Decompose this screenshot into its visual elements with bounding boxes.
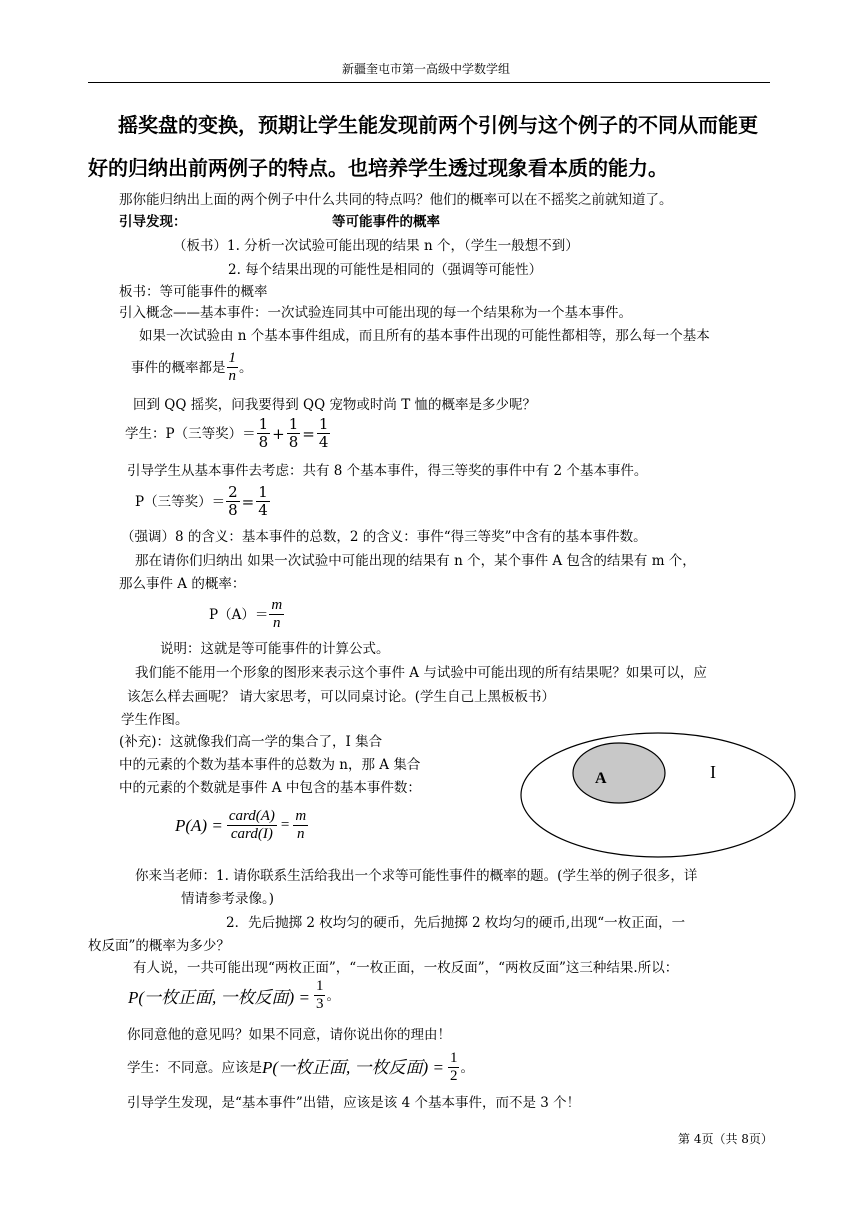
fraction-denominator: 2 — [449, 1068, 458, 1084]
fraction-numerator: 2 — [228, 483, 238, 501]
p-right-end: 。 — [460, 1059, 474, 1076]
figure-question-1: 我们能不能用一个形象的图形来表示这个事件 A 与试验中可能出现的所有结果呢？如果可以，应 — [135, 665, 707, 681]
students-draw: 学生作图。 — [121, 712, 189, 728]
fraction-denominator: 8 — [288, 433, 299, 451]
fraction-1-8-a — [257, 416, 271, 451]
intro-line-1: 摇奖盘的变换，预期让学生能发现前两个引例与这个例子的不同从而能更 — [118, 113, 758, 137]
equals-sign: = — [280, 817, 290, 833]
fraction-denominator: 4 — [258, 501, 268, 519]
guide-label: 引导发现： — [119, 214, 187, 230]
final-guidance: 引导学生发现，是“基本事件”出错，应该是该 4 个基本事件，而不是 3 个！ — [127, 1095, 581, 1111]
plus-sign: + — [272, 424, 285, 443]
card-formula-lhs: P(A) = — [175, 815, 223, 835]
venn-diagram — [518, 730, 798, 860]
teacher-task-2: 2．先后抛掷 2 枚均匀的硬币，先后抛掷 2 枚均匀的硬币,出现“一枚正面，一 — [226, 915, 686, 931]
fraction-numerator: 1 — [318, 415, 329, 433]
fraction-numerator: card(A) — [228, 808, 275, 824]
prob-each-prefix: 事件的概率都是 — [131, 359, 226, 376]
equals-sign: = — [241, 492, 255, 511]
header-divider — [88, 82, 770, 83]
page-number: 第 4页（共 8页） — [678, 1132, 773, 1146]
fraction-1-2 — [448, 1050, 460, 1085]
venn-label-a: A — [595, 770, 607, 787]
p-wrong-lhs: P(一枚正面, 一枚反面) = — [128, 988, 310, 1007]
fraction-1-over-n — [227, 350, 239, 385]
fraction-2-8 — [226, 484, 240, 519]
emphasis-line: （强调）8 的含义：基本事件的总数，2 的含义：事件“得三等奖”中含有的基本事件数。 — [121, 529, 647, 545]
pa-formula — [209, 597, 285, 632]
intro-line-2: 好的归纳出前两例子的特点。也培养学生透过现象看本质的能力。 — [88, 156, 668, 180]
fraction-denominator: 8 — [228, 501, 238, 519]
p-right-lhs: P(一枚正面, 一枚反面) = — [262, 1057, 444, 1077]
explanation: 说明：这就是等可能事件的计算公式。 — [160, 641, 390, 657]
fraction-numerator: 1 — [315, 978, 324, 994]
fraction-numerator: 1 — [228, 350, 236, 366]
venn-universal-set — [521, 733, 795, 857]
someone-said: 有人说，一共可能出现“两枚正面”，“一枚正面，一枚反面”，“两枚反面”这三种结果.所以： — [133, 960, 679, 976]
question-common: 那你能归纳出上面的两个例子中什么共同的特点吗？他们的概率可以在不摇奖之前就知道了。 — [119, 192, 673, 208]
supplement-2: 中的元素的个数为基本事件的总数为 n，那 A 集合 — [119, 757, 421, 773]
figure-question-2: 该怎么样去画呢？ 请大家思考，可以同桌讨论。(学生自己上黑板板书） — [127, 689, 556, 705]
card-formula — [175, 808, 309, 843]
fraction-denominator: 4 — [318, 433, 329, 451]
p-wrong-end: 。 — [326, 987, 340, 1003]
student-answer-prefix: 学生：P（三等奖）＝ — [125, 425, 256, 442]
fraction-1-4 — [317, 416, 331, 451]
fraction-card — [227, 808, 277, 843]
fraction-denominator: 3 — [315, 996, 324, 1012]
venn-label-i: I — [710, 762, 716, 782]
board-title: 板书：等可能事件的概率 — [119, 284, 268, 300]
fraction-numerator: 1 — [288, 415, 299, 433]
header-org: 新疆奎屯市第一高级中学数学组 — [342, 62, 511, 76]
summary-line-1: 那在请你们归纳出 如果一次试验中可能出现的结果有 n 个，某个事件 A 包含的结果有 m 个， — [135, 553, 696, 569]
supplement-3: 中的元素的个数就是事件 A 中包含的基本事件数： — [119, 780, 421, 796]
pa-prefix: P（A）＝ — [209, 606, 269, 623]
fraction-m-over-n — [293, 808, 308, 843]
fraction-numerator: 1 — [258, 483, 268, 501]
teacher-task-1: 你来当老师：1. 请你联系生活给我出一个求等可能性事件的概率的题。(学生举的例子很多，详 — [135, 868, 698, 884]
teacher-task-1-cont: 情请参考录像。) — [181, 891, 275, 907]
guide-title: 等可能事件的概率 — [332, 214, 440, 230]
fraction-denominator: card(I) — [230, 826, 273, 842]
p-wrong-formula — [128, 978, 340, 1013]
prob-each-suffix: 。 — [239, 359, 253, 376]
if-statement: 如果一次试验由 n 个基本事件组成，而且所有的基本事件出现的可能性都相等，那么每一个基本 — [139, 328, 710, 344]
p-third-prize-line — [135, 484, 271, 519]
prob-each-line — [131, 350, 253, 385]
equals-sign: = — [302, 424, 315, 443]
fraction-m-over-n — [269, 597, 284, 632]
fraction-denominator: n — [273, 615, 281, 631]
student-answer-line — [125, 416, 331, 451]
summary-line-2: 那么事件 A 的概率： — [119, 576, 246, 592]
supplement-1: (补充)：这就像我们高一学的集合了，I 集合 — [119, 734, 383, 750]
fraction-numerator: m — [271, 597, 283, 613]
qq-question: 回到 QQ 摇奖，问我要得到 QQ 宠物或时尚 T 恤的概率是多少呢？ — [133, 397, 537, 413]
teacher-task-2-cont: 枚反面”的概率为多少？ — [88, 938, 230, 954]
fraction-1-4 — [256, 484, 270, 519]
fraction-numerator: m — [295, 808, 307, 824]
board-item-1: （板书）1. 分析一次试验可能出现的结果 n 个，（学生一般想不到） — [173, 238, 579, 254]
p-third-prize-prefix: P（三等奖）＝ — [135, 493, 226, 510]
guide-basic-events: 引导学生从基本事件去考虑：共有 8 个基本事件，得三等奖的事件中有 2 个基本事件。 — [127, 463, 648, 479]
fraction-1-3 — [314, 978, 326, 1013]
fraction-numerator: 1 — [258, 415, 269, 433]
fraction-numerator: 1 — [449, 1050, 458, 1066]
venn-set-a — [573, 743, 665, 803]
board-item-2: 2. 每个结果出现的可能性是相同的（强调等可能性） — [228, 262, 543, 278]
student-disagree-prefix: 学生：不同意。应该是 — [127, 1059, 262, 1076]
agree-question: 你同意他的意见吗？如果不同意，请你说出你的理由！ — [127, 1027, 451, 1043]
student-disagree-line — [127, 1050, 474, 1085]
fraction-denominator: n — [228, 368, 236, 384]
fraction-denominator: 8 — [258, 433, 269, 451]
fraction-denominator: n — [297, 826, 305, 842]
fraction-1-8-b — [287, 416, 301, 451]
concept-basic-event: 引入概念——基本事件：一次试验连同其中可能出现的每一个结果称为一个基本事件。 — [119, 305, 632, 321]
